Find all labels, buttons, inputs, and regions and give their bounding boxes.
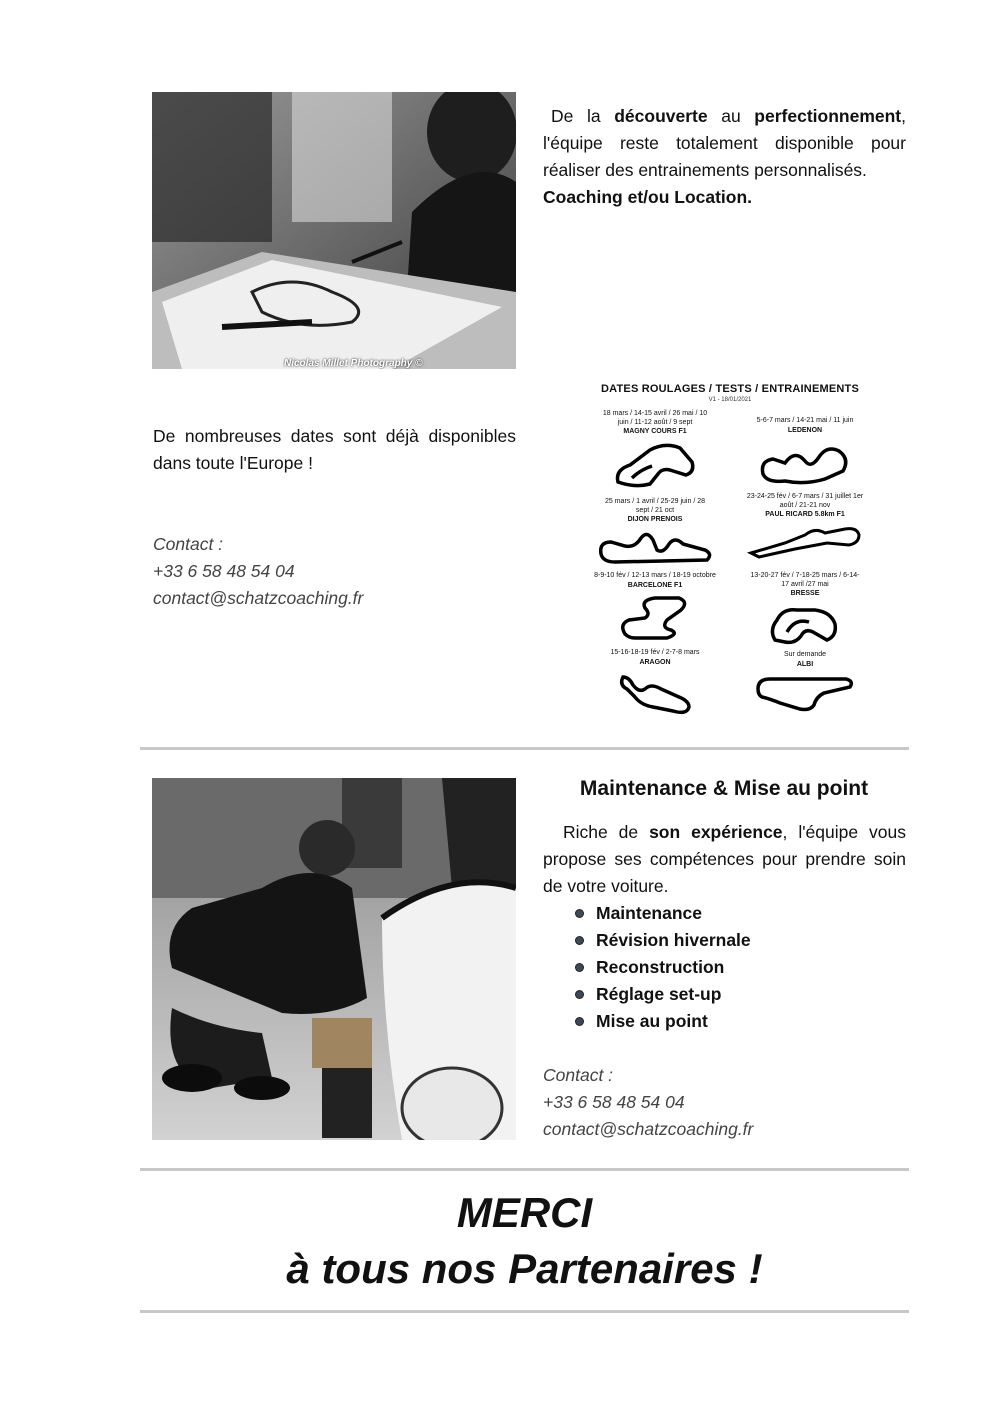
coaching-location-heading: Coaching et/ou Location.: [543, 187, 753, 207]
intro-bold-2: perfectionnement: [754, 106, 902, 126]
coaching-intro: [543, 103, 906, 184]
bullet-icon: [576, 937, 583, 944]
track-bresse: [730, 572, 880, 646]
service-label: Maintenance: [596, 903, 702, 923]
calendar-version: V1 - 18/01/2021: [708, 397, 752, 403]
track-dates: 5-6-7 mars / 14-21 mai / 11 juin: [756, 417, 854, 424]
track-name: MAGNY COURS F1: [623, 428, 687, 435]
track-dates: Sur demande: [783, 651, 827, 658]
thanks-line-1: MERCI: [456, 1189, 593, 1236]
section-divider: [140, 1168, 909, 1171]
track-name: ALBI: [796, 660, 814, 668]
service-label: Mise au point: [596, 1011, 708, 1031]
coaching-photo-illustration: [152, 92, 516, 369]
track-name: ARAGON: [639, 658, 671, 666]
track-name: BRESSE: [790, 590, 820, 597]
bresse-track-icon: [765, 602, 845, 646]
dates-available-text: De nombreuses dates sont déjà disponibles dans toute l'Europe !: [153, 426, 516, 473]
maintenance-intro-text-2: , l'équipe vous propose ses compétences pour prendre soin de votre voiture.: [543, 822, 906, 896]
contact-block-2: [543, 1062, 903, 1143]
contact-phone[interactable]: +33 6 58 48 54 04: [153, 561, 295, 581]
track-dates: 8-9-10 fév / 12-13 mars / 18-19 octobre: [594, 572, 716, 579]
maintenance-title: Maintenance & Mise au point: [579, 777, 869, 800]
aragon-track-icon: [615, 671, 695, 717]
thanks-line-2: à tous nos Partenaires !: [286, 1245, 763, 1292]
service-label: Reconstruction: [596, 957, 725, 977]
bullet-icon: [576, 964, 583, 971]
section-divider: [140, 1310, 909, 1313]
track-dijon: [580, 498, 730, 566]
track-name: PAUL RICARD 5.8km F1: [765, 511, 845, 518]
maintenance-photo: [152, 778, 516, 1140]
coaching-photo: [152, 92, 516, 369]
contact-label: Contact :: [543, 1065, 614, 1085]
bullet-icon: [576, 1018, 583, 1025]
thanks-heading: [140, 1187, 909, 1295]
service-item: [543, 954, 906, 981]
service-item: [543, 981, 906, 1008]
contact-phone[interactable]: +33 6 58 48 54 04: [543, 1092, 685, 1112]
maintenance-intro-bold: son expérience: [649, 822, 783, 842]
track-dates: 15-16-18-19 fév / 2-7-8 mars: [610, 649, 700, 656]
track-paul-ricard: [730, 493, 880, 559]
track-calendar: [580, 383, 880, 723]
calendar-title: DATES ROULAGES / TESTS / ENTRAINEMENTS: [601, 383, 859, 395]
bullet-icon: [576, 910, 583, 917]
track-magny-cours: [580, 410, 730, 490]
track-ledenon: [730, 417, 880, 489]
barcelone-track-icon: [615, 594, 695, 640]
contact-email[interactable]: contact@schatzcoaching.fr: [543, 1119, 754, 1139]
track-albi: [730, 651, 880, 713]
track-aragon: [580, 649, 730, 717]
maintenance-photo-illustration: [152, 778, 516, 1140]
intro-text-1: De la: [551, 106, 615, 126]
magny-cours-track-icon: [610, 440, 700, 490]
track-dates: 13-20-27 fév / 7-18-25 mars / 6-14-17 avril /27 mai: [750, 572, 860, 588]
track-dates: 18 mars / 14-15 avril / 26 mai / 10 juin / 11-12 août / 9 sept: [602, 410, 708, 426]
service-label: Réglage set-up: [596, 984, 722, 1004]
albi-track-icon: [750, 673, 860, 713]
services-list: [543, 900, 906, 1035]
ledenon-track-icon: [755, 439, 855, 489]
photo-credit: Nicolas Millet Photography ©: [284, 358, 423, 369]
track-dates: 23-24-25 fév / 6-7 mars / 31 juillet 1er août / 21-21 nov: [746, 493, 864, 509]
track-dates: 25 mars / 1 avril / 25-29 juin / 28 sept / 21 oct: [605, 498, 705, 514]
track-name: LEDENON: [787, 426, 823, 434]
intro-bold-1: découverte: [614, 106, 708, 126]
intro-text-3: , l'équipe reste totalement disponible pour réaliser des entrainements personnalisés.: [543, 106, 906, 180]
paul-ricard-track-icon: [745, 523, 865, 559]
dijon-track-icon: [595, 528, 715, 566]
service-item: [543, 1008, 906, 1035]
service-item: [543, 900, 906, 927]
contact-email[interactable]: contact@schatzcoaching.fr: [153, 588, 364, 608]
track-name: BARCELONE F1: [627, 581, 683, 589]
service-item: [543, 927, 906, 954]
service-label: Révision hivernale: [596, 930, 751, 950]
maintenance-intro-text-1: Riche de: [563, 822, 650, 842]
contact-label: Contact :: [153, 534, 224, 554]
intro-text-2: au: [707, 106, 755, 126]
track-barcelone: [580, 572, 730, 640]
track-name: DIJON PRENOIS: [627, 516, 683, 523]
section-divider: [140, 747, 909, 750]
bullet-icon: [576, 991, 583, 998]
maintenance-intro: [543, 819, 906, 900]
contact-block-1: [153, 531, 513, 612]
